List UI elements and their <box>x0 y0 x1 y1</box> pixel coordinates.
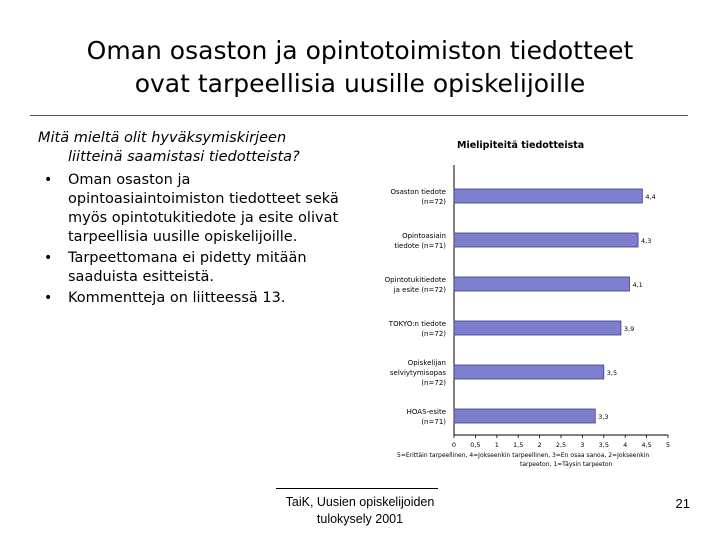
chart-x-tick-label: 1 <box>494 441 499 449</box>
chart-category-label: (n=72) <box>421 198 446 206</box>
chart-category-label: Opiskelijan <box>407 359 446 367</box>
chart-x-tick-label: 2 <box>537 441 542 449</box>
chart-x-tick-label: 1,5 <box>513 441 524 449</box>
chart-x-tick-label: 2,5 <box>555 441 567 449</box>
chart-category-label: Osaston tiedote <box>390 188 446 196</box>
chart-title: Mielipiteitä tiedotteista <box>457 140 585 151</box>
survey-question-line-1: Mitä mieltä olit hyväksymiskirjeen <box>38 130 287 146</box>
bullet-dot: • <box>44 290 53 306</box>
chart-bar <box>454 277 629 291</box>
chart-x-tick-label: 5 <box>665 441 671 449</box>
chart-x-tick-label: 4 <box>623 441 628 449</box>
bullet-item <box>38 171 348 247</box>
bullet-dot: • <box>44 250 53 266</box>
chart-x-tick-label: 3 <box>580 441 585 449</box>
chart-bar <box>454 409 595 423</box>
bullet-dot: • <box>44 172 53 188</box>
chart-category-label: (n=71) <box>421 418 446 426</box>
chart-footnote-line-2: tarpeeton, 1=Täysin tarpeeton <box>520 461 613 468</box>
chart-category-label: selviytymisopas <box>389 369 446 377</box>
footer-source-line-2: tulokysely 2001 <box>316 512 404 526</box>
bullet-text: Tarpeettomana ei pidetty mitään saaduista esitteistä. <box>68 250 307 285</box>
opinion-chart-svg <box>370 133 688 469</box>
chart-category-label: ja esite (n=72) <box>393 286 446 294</box>
chart-category-label: HOAS-esite <box>406 408 446 416</box>
title-divider <box>30 115 688 116</box>
chart-category-label: (n=72) <box>421 330 446 338</box>
chart-bar <box>454 365 604 379</box>
slide-title-line-1: Oman osaston ja opintotoimiston tiedotteet <box>86 36 634 65</box>
chart-x-tick-label: 0,5 <box>470 441 481 449</box>
page-number: 21 <box>675 496 690 511</box>
slide-title-line-2: ovat tarpeellisia uusille opiskelijoille <box>134 69 586 98</box>
chart-value-label: 4,4 <box>645 193 656 201</box>
chart-bar <box>454 321 621 335</box>
footer-divider <box>276 488 438 489</box>
chart-category-label: (n=72) <box>421 379 446 387</box>
chart-value-label: 4,1 <box>632 281 643 289</box>
survey-question <box>38 129 368 167</box>
slide-title <box>30 34 690 100</box>
survey-question-line-2: liitteinä saamistasi tiedotteista? <box>68 149 300 165</box>
chart-category-label: Opintoasiain <box>402 232 446 240</box>
chart-value-label: 3,3 <box>598 413 609 421</box>
chart-x-tick-label: 4,5 <box>641 441 652 449</box>
chart-value-label: 3,5 <box>606 369 618 377</box>
bullet-list <box>38 171 348 310</box>
chart-footnote-line-1: 5=Erittäin tarpeellinen, 4=Jokseenkin tarpeellinen, 3=En osaa sanoa, 2=Jokseenkin <box>397 452 650 459</box>
chart-bar <box>454 189 642 203</box>
bullet-text: Oman osaston ja opintoasiaintoimiston tiedotteet sekä myös opintotukitiedote ja esite olivat tarpeellisia uusille opiskelijoille. <box>68 172 339 245</box>
chart-x-tick-label: 0 <box>451 441 457 449</box>
chart-category-label: Opintotukitiedote <box>384 276 446 284</box>
chart-value-label: 4,3 <box>641 237 652 245</box>
footer-source <box>262 494 458 528</box>
chart-category-label: tiedote (n=71) <box>394 242 446 250</box>
chart-bar <box>454 233 638 247</box>
footer-source-line-1: TaiK, Uusien opiskelijoiden <box>285 495 435 509</box>
chart-plot-area <box>385 165 670 449</box>
chart-category-label: TOKYO:n tiedote <box>388 320 446 328</box>
bullet-item <box>38 289 348 308</box>
opinion-chart <box>370 133 688 469</box>
chart-value-label: 3,9 <box>623 325 635 333</box>
bullet-text: Kommentteja on liitteessä 13. <box>68 290 286 306</box>
chart-x-tick-label: 3,5 <box>598 441 609 449</box>
bullet-item <box>38 249 348 287</box>
